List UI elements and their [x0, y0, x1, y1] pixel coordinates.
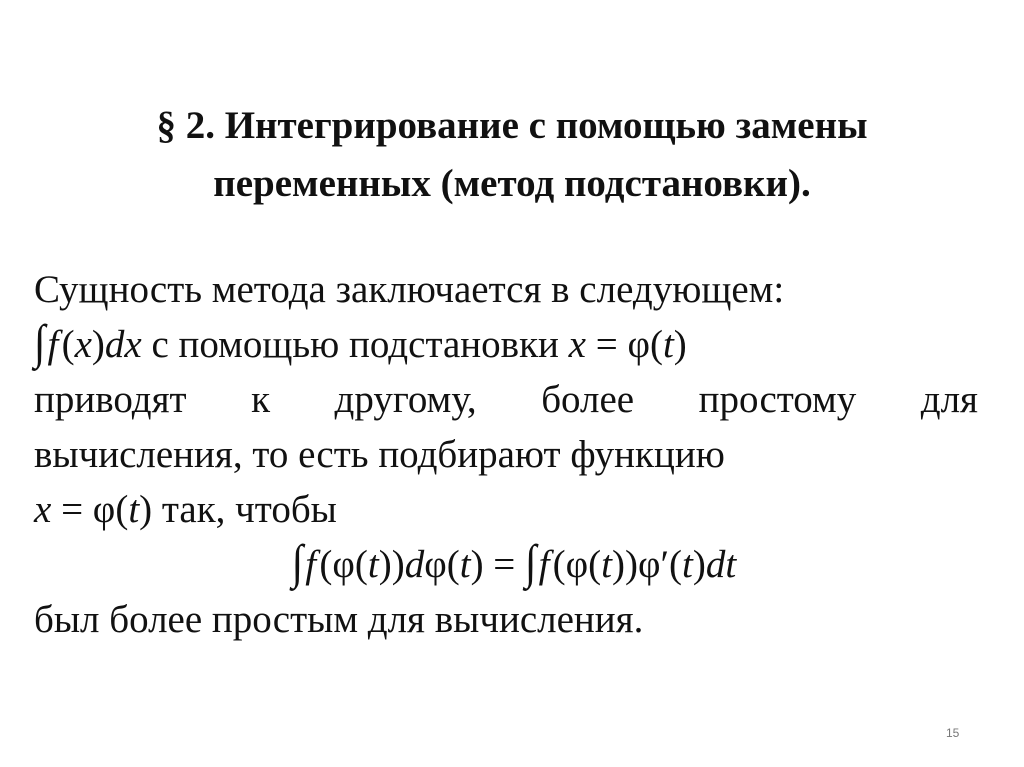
slide-body	[34, 262, 978, 647]
integral-formula-fx: ∫f (x)dx	[34, 316, 142, 370]
word: приводят	[34, 378, 187, 421]
word: другому,	[334, 378, 477, 421]
body-line-5	[34, 482, 978, 537]
line5-text: так, чтобы	[161, 488, 337, 531]
substitution-formula-2: x = φ(t)	[34, 488, 153, 531]
body-line-4: вычисления, то есть подбирают функцию	[34, 433, 725, 476]
word: более	[541, 378, 635, 421]
line2-text: с помощью подстановки	[151, 323, 559, 366]
slide-title	[60, 97, 964, 213]
body-line-justified	[34, 372, 978, 427]
body-intro: Сущность метода заключается в следующем:	[34, 268, 785, 311]
word: для	[920, 378, 978, 421]
title-line-2: переменных (метод подстановки).	[213, 162, 811, 205]
substitution-formula: x = φ(t)	[568, 323, 687, 366]
page-number: 15	[946, 726, 960, 740]
body-last: был более простым для вычисления.	[34, 598, 644, 641]
word: к	[251, 378, 271, 421]
body-line-integral	[34, 317, 978, 372]
title-line-1: § 2. Интегрирование с помощью замены	[156, 104, 868, 147]
integral-equation: ∫f (φ(t))dφ(t) = ∫f (φ(t))φ′(t)dt	[291, 536, 737, 590]
word: простому	[698, 378, 857, 421]
